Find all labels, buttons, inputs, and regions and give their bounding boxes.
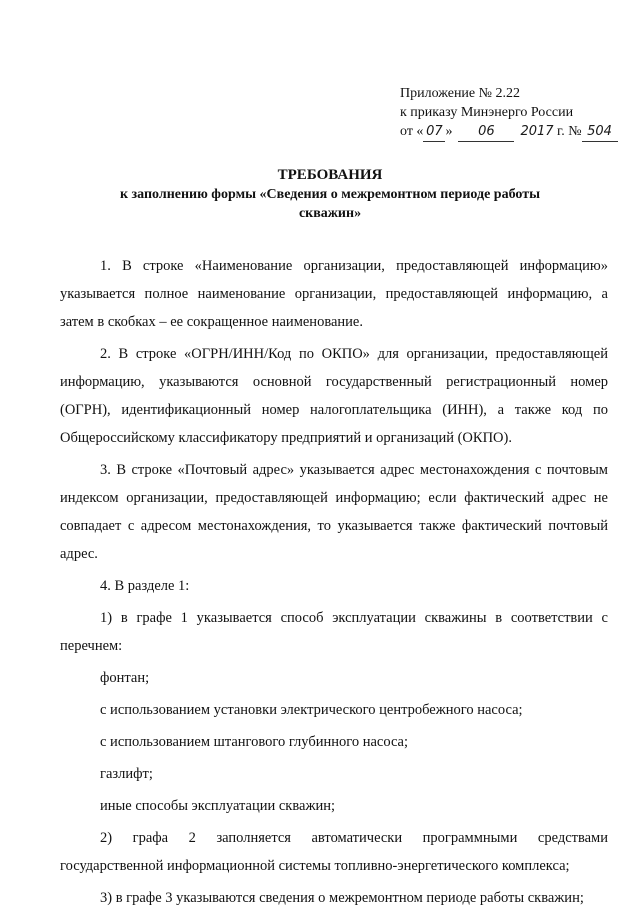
list-item-other-methods: иные способы эксплуатации скважин; <box>100 798 336 814</box>
list-item-fontan: фонтан; <box>100 670 150 686</box>
paragraph-4: 4. В разделе 1: <box>100 578 190 594</box>
paragraph-2: 2. В строке «ОГРН/ИНН/Код по ОКПО» для организации, предоставляющей информацию, указываются основной государственный регистрационный номер (ОГРН), идентификационный номер налогоплательщика (ИНН), а также код по Общероссийскому классификатору предприятий и организаций (ОКПО). <box>60 346 608 446</box>
annex-header <box>400 84 612 142</box>
paragraph-1: 1. В строке «Наименование организации, предоставляющей информацию» указывается полное наименование организации, предоставляющей информацию, а затем в скобках – ее сокращенное наименование. <box>60 258 608 330</box>
document-subtitle-line-2: скважин» <box>298 206 362 221</box>
handwritten-year: 2017 <box>520 124 554 139</box>
annex-date-line <box>400 122 612 142</box>
date-close-quote: » <box>445 124 453 139</box>
document-subtitle-line-1: к заполнению формы «Сведения о межремонтном периоде работы <box>119 187 541 202</box>
paragraph-6: 2) графа 2 заполняется автоматически программными средствами государственной информационной системы топливно-энергетического комплекса; <box>60 830 608 874</box>
annex-order-ref: к приказу Минэнерго России <box>400 105 574 120</box>
handwritten-order-number: 504 <box>582 122 618 142</box>
list-item-rod-pump: с использованием штангового глубинного насоса; <box>100 734 409 750</box>
annex-number: Приложение № 2.22 <box>400 86 520 101</box>
list-item-ecn-pump: с использованием установки электрического центробежного насоса; <box>100 702 523 718</box>
document-title: ТРЕБОВАНИЯ <box>277 167 383 183</box>
title-block <box>60 166 600 223</box>
handwritten-month: 06 <box>458 122 514 142</box>
document-body <box>60 252 608 912</box>
paragraph-7: 3) в графе 3 указываются сведения о межремонтном периоде работы скважин; <box>100 890 584 906</box>
date-prefix: от « <box>400 124 424 139</box>
list-item-gaslift: газлифт; <box>100 766 153 782</box>
paragraph-5: 1) в графе 1 указывается способ эксплуатации скважины в соответствии с перечнем: <box>60 610 608 654</box>
year-suffix: г. № <box>557 124 582 139</box>
handwritten-day: 07 <box>423 122 445 142</box>
paragraph-3: 3. В строке «Почтовый адрес» указывается адрес местонахождения с почтовым индексом организации, предоставляющей информацию; если фактический адрес не совпадает с адресом местонахождения, то указывается также фактический почтовый адрес. <box>60 462 608 562</box>
